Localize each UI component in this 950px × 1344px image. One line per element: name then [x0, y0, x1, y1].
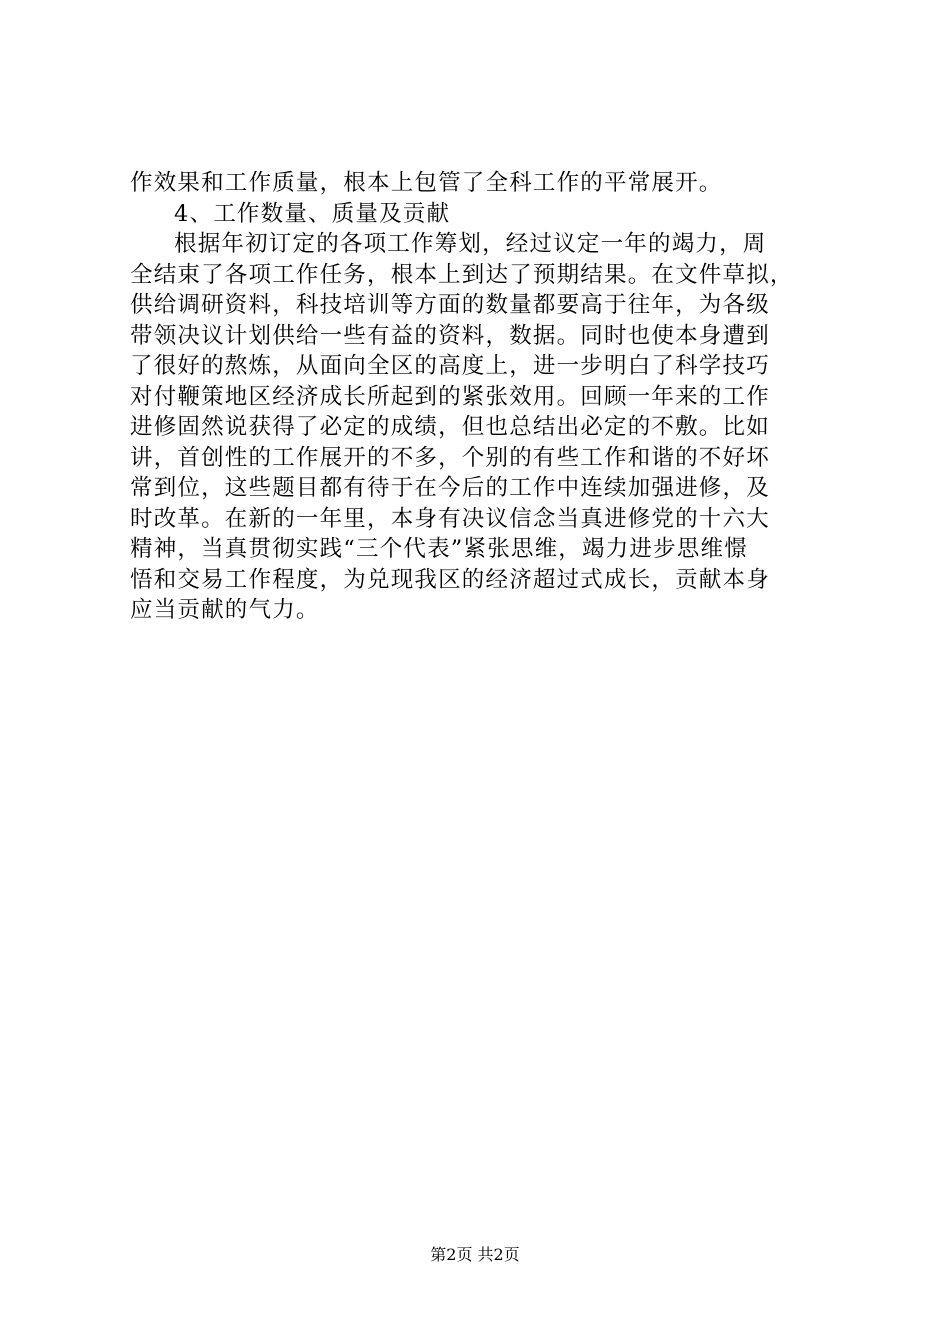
paragraph-first-line: 根据年初订定的各项工作筹划，经过议定一年的竭力，周 — [174, 231, 767, 257]
text-line: 时改革。在新的一年里，本身有决议信念当真进修党的十六大 — [130, 505, 770, 532]
text-line: 带领决议计划供给一些有益的资料，数据。同时也使本身遭到 — [130, 322, 770, 349]
text-line: 了很好的熬炼，从面向全区的高度上，进一步明白了科学技巧 — [130, 353, 770, 379]
text-line: 悟和交易工作程度，为兑现我区的经济超过式成长，贡献本身 — [130, 566, 770, 593]
text-line: 讲，首创性的工作展开的不多，个别的有些工作和谐的不好坏 — [130, 444, 770, 471]
text-line: 全结束了各项工作任务，根本上到达了预期结果。在文件草拟， — [130, 261, 794, 288]
document-body — [130, 168, 830, 626]
page-number-footer: 第2页 共2页 — [430, 1245, 520, 1264]
text-line: 常到位，这些题目都有待于在今后的工作中连续加强进修，及 — [130, 475, 770, 501]
section-heading: 4、工作数量、质量及贡献 — [174, 200, 451, 227]
text-line: 供给调研资料，科技培训等方面的数量都要高于往年，为各级 — [130, 292, 770, 318]
text-line: 作效果和工作质量，根本上包管了全科工作的平常展开。 — [130, 170, 723, 196]
text-line: 精神，当真贯彻实践“三个代表”紧张思维，竭力进步思维憬 — [130, 536, 748, 562]
text-line: 进修固然说获得了必定的成绩，但也总结出必定的不敷。比如 — [130, 414, 770, 440]
text-line: 应当贡献的气力。 — [130, 597, 320, 623]
text-line: 对付鞭策地区经济成长所起到的紧张效用。回顾一年来的工作 — [130, 383, 770, 410]
